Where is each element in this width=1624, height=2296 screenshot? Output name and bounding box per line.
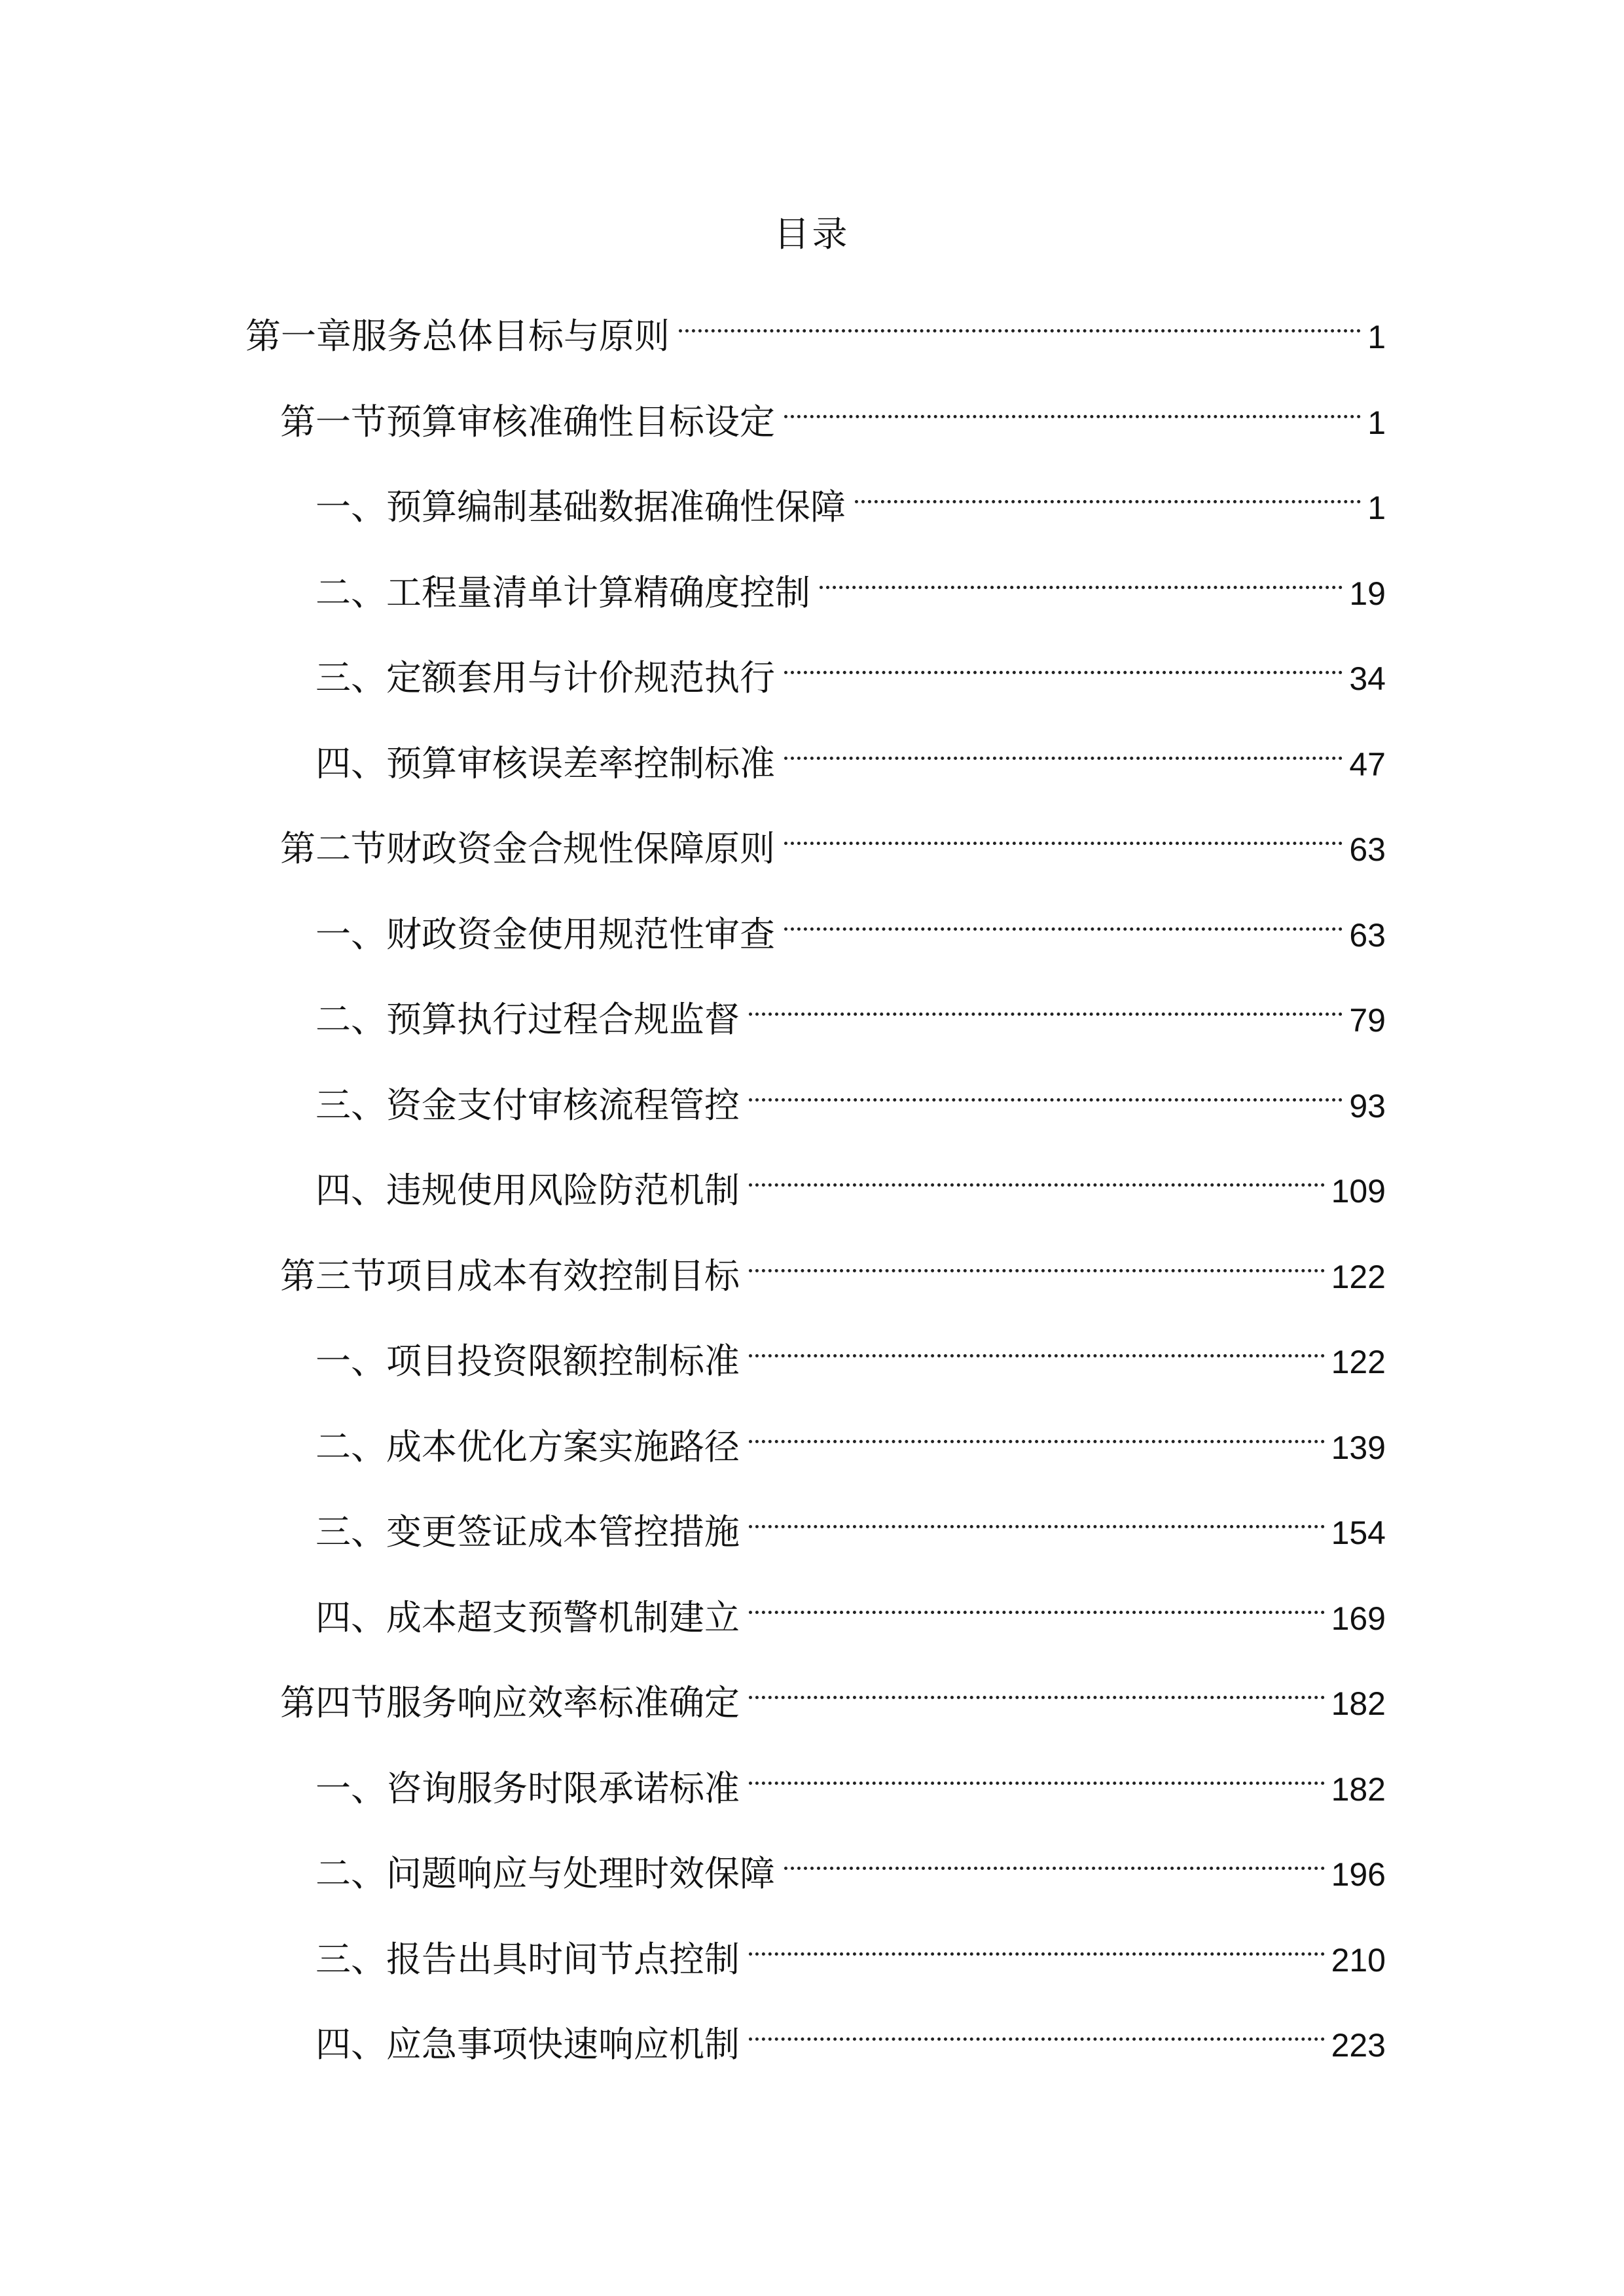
toc-entry[interactable] <box>316 637 1386 698</box>
toc-dot-leader <box>749 1662 1325 1715</box>
toc-dot-leader <box>749 1919 1325 1971</box>
toc-entry[interactable] <box>280 382 1386 442</box>
toc-entry-title: 三、变更签证成本管控措施 <box>316 1506 749 1558</box>
toc-entry-page-number: 63 <box>1349 917 1386 954</box>
toc-entry[interactable] <box>280 808 1386 869</box>
toc-dot-leader <box>749 1577 1325 1630</box>
toc-entry-title: 二、工程量清单计算精确度控制 <box>316 567 820 619</box>
toc-dot-leader <box>749 1150 1325 1202</box>
toc-entry-page-number: 169 <box>1331 1600 1386 1637</box>
toc-entry-title: 第二节财政资金合规性保障原则 <box>280 823 784 875</box>
toc-entry-page-number: 63 <box>1349 831 1386 868</box>
toc-dot-leader <box>855 467 1361 519</box>
toc-entry-title: 二、成本优化方案实施路径 <box>316 1421 749 1473</box>
toc-entry-title: 一、预算编制基础数据准确性保障 <box>316 481 855 533</box>
toc-entry-page-number: 182 <box>1331 1685 1386 1722</box>
toc-entry-page-number: 1 <box>1367 490 1386 526</box>
toc-entry-page-number: 122 <box>1331 1259 1386 1295</box>
toc-title: 目录 <box>774 213 850 255</box>
toc-entry-page-number: 34 <box>1349 660 1386 697</box>
toc-entry-title: 四、成本超支预警机制建立 <box>316 1592 749 1644</box>
toc-entry-title: 第一节预算审核准确性目标设定 <box>280 396 784 448</box>
toc-entry[interactable] <box>280 1662 1386 1723</box>
toc-entry-title: 四、应急事项快速响应机制 <box>316 2018 749 2071</box>
toc-entry[interactable] <box>316 1919 1386 1980</box>
toc-dot-leader <box>749 1321 1325 1373</box>
toc-dot-leader <box>679 296 1361 348</box>
toc-dot-leader <box>820 552 1343 605</box>
toc-entry-title: 四、违规使用风险防范机制 <box>316 1164 749 1217</box>
toc-entry-page-number: 196 <box>1331 1856 1386 1893</box>
toc-entry-page-number: 182 <box>1331 1771 1386 1808</box>
toc-entry-page-number: 93 <box>1349 1088 1386 1124</box>
toc-dot-leader <box>749 1492 1325 1544</box>
toc-entry-title: 第一章服务总体目标与原则 <box>245 310 679 363</box>
toc-entry[interactable] <box>316 894 1386 955</box>
toc-dot-leader <box>784 894 1343 946</box>
toc-entry-title: 四、预算审核误差率控制标准 <box>316 738 784 790</box>
toc-entry-page-number: 109 <box>1331 1173 1386 1210</box>
toc-entry-page-number: 79 <box>1349 1002 1386 1039</box>
toc-entry-title: 三、资金支付审核流程管控 <box>316 1079 749 1132</box>
toc-entry[interactable] <box>316 467 1386 528</box>
toc-entry-page-number: 47 <box>1349 746 1386 783</box>
toc-entry[interactable] <box>316 1748 1386 1809</box>
toc-entry-title: 二、预算执行过程合规监督 <box>316 994 749 1046</box>
toc-entry[interactable] <box>316 1150 1386 1211</box>
toc-entry[interactable] <box>245 296 1386 357</box>
toc-entry[interactable] <box>316 1321 1386 1382</box>
toc-entry-title: 一、咨询服务时限承诺标准 <box>316 1763 749 1815</box>
toc-entry-page-number: 1 <box>1367 319 1386 355</box>
toc-entry-title: 一、项目投资限额控制标准 <box>316 1335 749 1388</box>
toc-entry-title: 三、报告出具时间节点控制 <box>316 1933 749 1986</box>
toc-dot-leader <box>749 2004 1325 2056</box>
toc-entry[interactable] <box>316 1833 1386 1894</box>
toc-dot-leader <box>749 1407 1325 1459</box>
toc-entry-page-number: 122 <box>1331 1344 1386 1380</box>
toc-dot-leader <box>784 808 1343 861</box>
toc-dot-leader <box>749 1065 1343 1117</box>
toc-entry-page-number: 210 <box>1331 1942 1386 1979</box>
toc-entry[interactable] <box>316 1492 1386 1552</box>
toc-dot-leader <box>749 1748 1325 1801</box>
toc-entry[interactable] <box>316 2004 1386 2065</box>
toc-entry[interactable] <box>316 1577 1386 1638</box>
toc-dot-leader <box>784 723 1343 776</box>
toc-entry-title: 三、定额套用与计价规范执行 <box>316 652 784 704</box>
toc-dot-leader <box>784 637 1343 690</box>
toc-entry-page-number: 1 <box>1367 404 1386 441</box>
toc-dot-leader <box>784 382 1361 434</box>
toc-entry-title: 第四节服务响应效率标准确定 <box>280 1677 749 1729</box>
toc-entry[interactable] <box>316 979 1386 1040</box>
toc-entry[interactable] <box>316 1407 1386 1467</box>
toc-entry-title: 第三节项目成本有效控制目标 <box>280 1250 749 1302</box>
toc-entry-page-number: 139 <box>1331 1429 1386 1466</box>
toc-entry[interactable] <box>316 1065 1386 1126</box>
toc-entry-title: 一、财政资金使用规范性审查 <box>316 908 784 961</box>
toc-entry[interactable] <box>316 723 1386 784</box>
toc-dot-leader <box>749 1236 1325 1288</box>
toc-dot-leader <box>749 979 1343 1031</box>
toc-entry-page-number: 223 <box>1331 2027 1386 2064</box>
toc-entry[interactable] <box>280 1236 1386 1297</box>
toc-entry-title: 二、问题响应与处理时效保障 <box>316 1848 784 1900</box>
toc-entry-page-number: 19 <box>1349 575 1386 612</box>
toc-entry-page-number: 154 <box>1331 1515 1386 1551</box>
toc-entry[interactable] <box>316 552 1386 613</box>
toc-dot-leader <box>784 1833 1325 1886</box>
